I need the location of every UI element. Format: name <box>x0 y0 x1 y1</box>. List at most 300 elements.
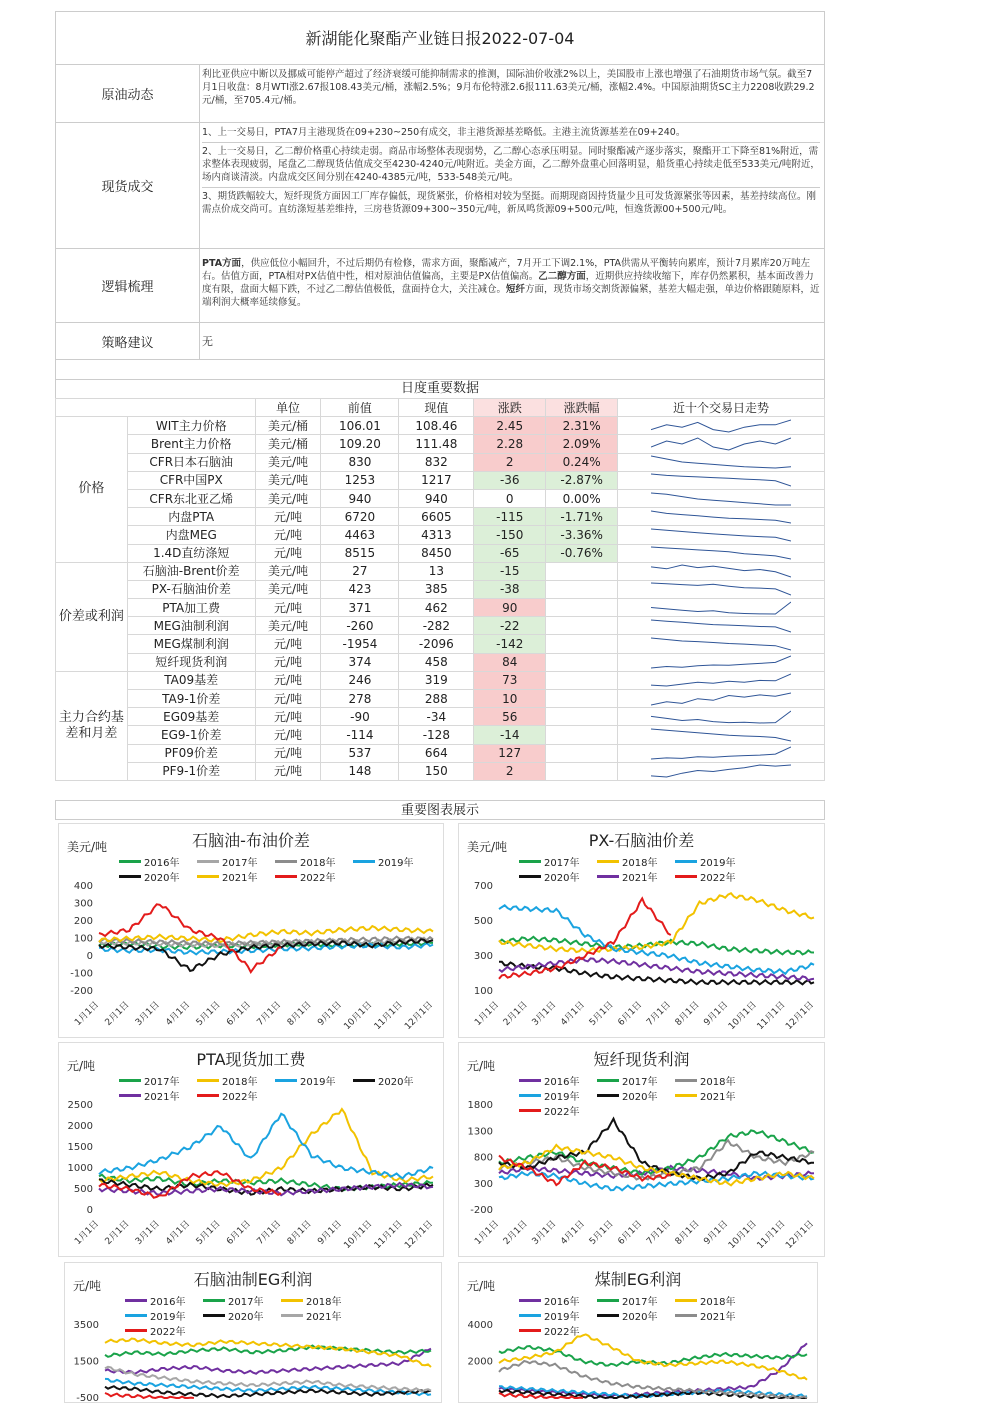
cell-chg: 2.28 <box>474 435 546 453</box>
y-tick-label: 300 <box>73 898 93 910</box>
cell-pct <box>546 635 618 653</box>
cell-unit: 美元/吨 <box>255 471 321 489</box>
legend-label: 2019年 <box>700 858 736 869</box>
table-row <box>56 762 825 780</box>
x-tick-label: 6月1日 <box>616 1000 645 1028</box>
header-cell: 单位 <box>255 399 321 417</box>
cell-cur: 940 <box>399 489 474 507</box>
cell-pct <box>546 744 618 762</box>
legend-label: 2017年 <box>622 1297 658 1308</box>
y-tick-label: 2000 <box>467 1356 493 1368</box>
cell-chg: 90 <box>474 599 546 617</box>
cell-item: CFR日本石脑油 <box>127 453 255 471</box>
x-tick-label: 11月1日 <box>755 1219 788 1252</box>
legend-label: 2018年 <box>700 1297 736 1308</box>
cell-cur: 1217 <box>399 471 474 489</box>
cell-pct: -3.36% <box>546 526 618 544</box>
x-tick-label: 4月1日 <box>164 1000 193 1028</box>
sparkline <box>651 764 791 778</box>
cell-unit: 元/吨 <box>255 653 321 671</box>
cell-item: PF09价差 <box>127 744 255 762</box>
cell-item: 内盘PTA <box>127 508 255 526</box>
legend-label: 2021年 <box>306 1312 342 1323</box>
sparkline <box>651 492 791 506</box>
chart-c1 <box>58 823 444 1038</box>
cell-item: PX-石脑油价差 <box>127 580 255 598</box>
cell-prev: -114 <box>321 726 399 744</box>
cell-unit: 美元/桶 <box>255 435 321 453</box>
legend-label: 2019年 <box>544 1312 580 1323</box>
legend-label: 2022年 <box>222 1092 258 1103</box>
cell-chg: -115 <box>474 508 546 526</box>
y-tick-label: -100 <box>70 968 93 980</box>
x-tick-label: 1月1日 <box>473 1219 502 1247</box>
section-label-strategy: 策略建议 <box>56 323 200 359</box>
y-tick-label: -200 <box>70 986 93 997</box>
cell-item: MEG油制利润 <box>127 617 255 635</box>
chart-c6 <box>458 1262 818 1403</box>
chart-plot <box>459 1263 819 1404</box>
legend-label: 2022年 <box>300 873 336 884</box>
y-tick-label: 1500 <box>67 1142 93 1153</box>
table-row <box>56 635 825 653</box>
sparkline <box>651 473 791 487</box>
cell-item: 短纤现货利润 <box>127 653 255 671</box>
cell-pct <box>546 599 618 617</box>
section-spot <box>55 123 825 249</box>
x-tick-label: 2月1日 <box>501 1219 530 1247</box>
cell-unit: 美元/吨 <box>255 617 321 635</box>
chart-c2 <box>458 823 825 1038</box>
sparkline-cell <box>618 762 825 780</box>
x-tick-label: 11月1日 <box>372 1000 405 1033</box>
cell-pct <box>546 617 618 635</box>
header-cell: 涨跌幅 <box>546 399 618 417</box>
sparkline <box>651 582 791 596</box>
cell-unit: 元/吨 <box>255 508 321 526</box>
cell-chg: -15 <box>474 562 546 580</box>
header-blank <box>56 399 256 417</box>
cell-pct <box>546 762 618 780</box>
cell-prev: -90 <box>321 708 399 726</box>
legend-label: 2020年 <box>622 1092 658 1103</box>
cell-pct <box>546 562 618 580</box>
legend-label: 2022年 <box>700 873 736 884</box>
cell-unit: 元/吨 <box>255 708 321 726</box>
y-tick-label: 0 <box>86 1205 93 1216</box>
x-tick-label: 2月1日 <box>103 1000 132 1028</box>
sparkline-cell <box>618 708 825 726</box>
spot-para-3: 3、期货跌幅较大，短纤现货方面因工厂库存偏低，现货紧张，价格相对较为坚挺。而期现商因持货量少且可发货源紧张等因素，基差持续高位。刚需点价成交尚可。直纺涤短基差维持，三房巷货源09+300~350元/吨，新凤鸣货源09+500元/吨，恒逸货源00+500元/吨。 <box>202 191 817 215</box>
table-row <box>56 508 825 526</box>
cell-unit: 元/吨 <box>255 762 321 780</box>
x-tick-label: 5月1日 <box>194 1000 223 1028</box>
cell-chg: 10 <box>474 690 546 708</box>
chart-unit: 元/吨 <box>67 1059 96 1073</box>
table-row <box>56 580 825 598</box>
chart-plot <box>59 824 445 1039</box>
cell-unit: 元/吨 <box>255 671 321 689</box>
chart-plot <box>459 824 826 1039</box>
cell-cur: 458 <box>399 653 474 671</box>
logic-text <box>202 257 820 309</box>
x-tick-label: 5月1日 <box>587 1219 616 1247</box>
cell-pct: -2.87% <box>546 471 618 489</box>
y-tick-label: 2500 <box>67 1100 93 1111</box>
x-tick-label: 4月1日 <box>559 1219 588 1247</box>
sparkline-cell <box>618 471 825 489</box>
logic-bold-meg: 乙二醇方面 <box>538 271 586 282</box>
cell-cur: -128 <box>399 726 474 744</box>
cell-chg: 2 <box>474 762 546 780</box>
cell-prev: 423 <box>321 580 399 598</box>
sparkline <box>651 437 791 451</box>
cell-cur: 108.46 <box>399 417 474 435</box>
cell-pct: 2.31% <box>546 417 618 435</box>
sparkline-cell <box>618 653 825 671</box>
chart-plot <box>459 1043 826 1258</box>
x-tick-label: 6月1日 <box>225 1219 253 1247</box>
x-tick-label: 9月1日 <box>702 1000 731 1028</box>
cell-unit: 元/吨 <box>255 690 321 708</box>
logic-bold-pta: PTA方面 <box>202 258 242 269</box>
cell-chg: 56 <box>474 708 546 726</box>
table-row <box>56 562 825 580</box>
x-tick-label: 6月1日 <box>616 1219 645 1247</box>
cell-item: 石脑油-Brent价差 <box>127 562 255 580</box>
x-tick-label: 5月1日 <box>194 1219 223 1247</box>
header-cell: 涨跌 <box>474 399 546 417</box>
cell-chg: -38 <box>474 580 546 598</box>
sparkline-cell <box>618 744 825 762</box>
x-tick-label: 3月1日 <box>530 1219 559 1247</box>
cell-unit: 元/吨 <box>255 544 321 562</box>
sparkline <box>651 746 791 760</box>
cell-item: MEG煤制利润 <box>127 635 255 653</box>
spot-para-2: 2、上一交易日，乙二醇价格重心持续走弱。商品市场整体表现弱势，乙二醇心态承压明显。同时聚酯减产逐步落实，聚酯开工下降至81%附近，需求整体表现疲弱，尾盘乙二醇现货估值成交至4230-4240元/吨附近。美金方面，乙二醇外盘重心回落明显，船货重心持续走低至533美元/吨附近，场内商谈清淡。内盘成交区间分别在4240-4385元/吨，533-548美元/吨。 <box>202 143 820 188</box>
sparkline <box>651 546 791 560</box>
cell-pct <box>546 580 618 598</box>
daily-title: 日度重要数据 <box>55 380 825 398</box>
logic-meg: ，近期供应持续收缩下，库存仍然累积，基本面改善力度有限，盘面大幅下跌，不过乙二醇估值极低，盘面持仓大，关注减仓。 <box>202 271 814 295</box>
crude-text: 利比亚供应中断以及挪威可能停产超过了经济衰缓可能抑制需求的推测，国际油价收涨2%以上，美国股市上涨也增强了石油期货市场气氛。截至7月1日收盘：8月WTI涨2.67报108.43美元/桶，涨幅2.5%；9月布伦特涨2.6报111.63美元/桶，涨幅2.4%。中国原油期货SC主力2208收跌29.2元/桶，至705.4元/桶。 <box>202 69 815 106</box>
cell-cur: 319 <box>399 671 474 689</box>
cell-prev: -1954 <box>321 635 399 653</box>
y-tick-label: 0 <box>86 951 93 962</box>
x-tick-label: 4月1日 <box>559 1000 588 1028</box>
table-row <box>56 726 825 744</box>
x-tick-label: 9月1日 <box>316 1219 345 1247</box>
cell-prev: 27 <box>321 562 399 580</box>
cell-cur: 13 <box>399 562 474 580</box>
x-tick-label: 8月1日 <box>285 1219 314 1247</box>
table-row <box>56 708 825 726</box>
sparkline-cell <box>618 453 825 471</box>
x-tick-label: 7月1日 <box>645 1000 673 1028</box>
cell-item: CFR中国PX <box>127 471 255 489</box>
cell-prev: 4463 <box>321 526 399 544</box>
logic-psf: 方面，现货市场交割货源偏紧，基差大幅走强，单边价格跟随原料，近端利润大概率延续修复。 <box>202 284 820 308</box>
x-tick-label: 1月1日 <box>73 1000 102 1028</box>
sparkline-cell <box>618 690 825 708</box>
legend-label: 2017年 <box>622 1077 658 1088</box>
cell-chg: -22 <box>474 617 546 635</box>
section-label-spot: 现货成交 <box>56 123 200 248</box>
x-tick-label: 11月1日 <box>755 1000 788 1033</box>
cell-prev: 278 <box>321 690 399 708</box>
y-tick-label: -500 <box>76 1393 99 1404</box>
cell-item: Brent主力价格 <box>127 435 255 453</box>
table-row <box>56 471 825 489</box>
x-tick-label: 7月1日 <box>645 1219 673 1247</box>
cell-chg: 127 <box>474 744 546 762</box>
x-tick-label: 10月1日 <box>342 1219 375 1252</box>
x-tick-label: 10月1日 <box>342 1000 375 1033</box>
cell-cur: -34 <box>399 708 474 726</box>
cell-item: EG09基差 <box>127 708 255 726</box>
group-label: 价格 <box>56 417 128 563</box>
cell-pct: 0.00% <box>546 489 618 507</box>
x-tick-label: 3月1日 <box>530 1000 559 1028</box>
cell-chg: -150 <box>474 526 546 544</box>
sparkline-cell <box>618 435 825 453</box>
cell-item: 1.4D直纺涤短 <box>127 544 255 562</box>
section-strategy <box>55 323 825 360</box>
sparkline <box>651 655 791 669</box>
legend-label: 2022年 <box>544 1327 580 1338</box>
legend-label: 2019年 <box>378 858 414 869</box>
x-tick-label: 6月1日 <box>225 1000 253 1028</box>
table-row <box>56 526 825 544</box>
table-header-row <box>56 399 825 417</box>
cell-chg: -65 <box>474 544 546 562</box>
table-row <box>56 489 825 507</box>
legend-label: 2018年 <box>622 858 658 869</box>
x-tick-label: 12月1日 <box>784 1000 817 1033</box>
sparkline <box>651 455 791 469</box>
sparkline-cell <box>618 671 825 689</box>
x-tick-label: 3月1日 <box>133 1000 162 1028</box>
cell-prev: -260 <box>321 617 399 635</box>
y-tick-label: 1300 <box>467 1126 493 1138</box>
table-row <box>56 417 825 435</box>
table-row <box>56 744 825 762</box>
legend-label: 2018年 <box>300 858 336 869</box>
y-tick-label: 1800 <box>467 1100 493 1111</box>
cell-prev: 109.20 <box>321 435 399 453</box>
report-title: 新湖能化聚酯产业链日报2022-07-04 <box>55 11 825 65</box>
x-tick-label: 8月1日 <box>285 1000 314 1028</box>
sparkline <box>651 710 791 724</box>
legend-label: 2022年 <box>150 1327 186 1338</box>
sparkline-cell <box>618 508 825 526</box>
y-tick-label: 100 <box>473 986 493 997</box>
cell-item: CFR东北亚乙烯 <box>127 489 255 507</box>
sparkline-cell <box>618 489 825 507</box>
sparkline <box>651 692 791 706</box>
cell-prev: 106.01 <box>321 417 399 435</box>
x-tick-label: 1月1日 <box>73 1219 102 1247</box>
cell-cur: 832 <box>399 453 474 471</box>
chart-unit: 美元/吨 <box>467 840 508 854</box>
chart-title: 石脑油-布油价差 <box>192 831 310 850</box>
cell-cur: -282 <box>399 617 474 635</box>
series-line <box>105 1346 431 1357</box>
x-tick-label: 4月1日 <box>164 1219 193 1247</box>
table-row <box>56 690 825 708</box>
chart-title: 短纤现货利润 <box>593 1050 690 1069</box>
cell-unit: 美元/吨 <box>255 562 321 580</box>
cell-pct <box>546 671 618 689</box>
series-line <box>499 893 814 953</box>
cell-prev: 246 <box>321 671 399 689</box>
cell-prev: 537 <box>321 744 399 762</box>
cell-prev: 8515 <box>321 544 399 562</box>
cell-cur: 111.48 <box>399 435 474 453</box>
cell-cur: 462 <box>399 599 474 617</box>
cell-cur: 664 <box>399 744 474 762</box>
x-tick-label: 11月1日 <box>372 1219 405 1252</box>
cell-unit: 元/吨 <box>255 726 321 744</box>
cell-item: TA9-1价差 <box>127 690 255 708</box>
daily-table <box>55 398 825 781</box>
legend-label: 2017年 <box>544 858 580 869</box>
legend-label: 2022年 <box>544 1107 580 1118</box>
cell-unit: 元/吨 <box>255 635 321 653</box>
cell-prev: 371 <box>321 599 399 617</box>
section-logic <box>55 249 825 323</box>
charts-title: 重要图表展示 <box>55 800 825 820</box>
legend-label: 2021年 <box>622 873 658 884</box>
cell-chg: 2 <box>474 453 546 471</box>
table-row <box>56 671 825 689</box>
cell-chg: -36 <box>474 471 546 489</box>
legend-label: 2020年 <box>144 873 180 884</box>
legend-label: 2020年 <box>544 873 580 884</box>
chart-title: 煤制EG利润 <box>594 1270 682 1289</box>
cell-cur: 288 <box>399 690 474 708</box>
legend-label: 2021年 <box>144 1092 180 1103</box>
table-row <box>56 599 825 617</box>
series-line <box>99 1114 433 1179</box>
x-tick-label: 9月1日 <box>316 1000 345 1028</box>
sparkline <box>651 619 791 633</box>
x-tick-label: 12月1日 <box>403 1000 436 1033</box>
legend-label: 2018年 <box>222 1077 258 1088</box>
strategy-text: 无 <box>202 335 213 348</box>
chart-unit: 元/吨 <box>467 1059 496 1073</box>
cell-item: WIT主力价格 <box>127 417 255 435</box>
sparkline-cell <box>618 417 825 435</box>
cell-pct <box>546 690 618 708</box>
cell-cur: 8450 <box>399 544 474 562</box>
legend-label: 2021年 <box>700 1312 736 1323</box>
legend-label: 2016年 <box>144 858 180 869</box>
sparkline-cell <box>618 562 825 580</box>
legend-label: 2021年 <box>700 1092 736 1103</box>
cell-pct: -1.71% <box>546 508 618 526</box>
legend-label: 2018年 <box>700 1077 736 1088</box>
cell-pct <box>546 726 618 744</box>
cell-unit: 美元/吨 <box>255 489 321 507</box>
x-tick-label: 12月1日 <box>784 1219 817 1252</box>
sparkline <box>651 528 791 542</box>
y-tick-label: 500 <box>73 1184 93 1195</box>
logic-pta: ，供应低位小幅回升，不过后期仍有检修，需求方面，聚酯减产，7月开工下调2.1%，PTA供需从平衡转向累库，预计7月累库20万吨左右。估值方面，PTA相对PX估值中性，相对原油估值偏高，主要是PX估值偏高。 <box>202 258 811 282</box>
y-tick-label: 800 <box>473 1152 493 1164</box>
legend-label: 2019年 <box>300 1077 336 1088</box>
cell-item: PF9-1价差 <box>127 762 255 780</box>
sparkline <box>651 637 791 651</box>
table-row <box>56 617 825 635</box>
y-tick-label: -200 <box>470 1205 493 1216</box>
chart-c4 <box>458 1042 825 1257</box>
legend-label: 2020年 <box>378 1077 414 1088</box>
table-row <box>56 653 825 671</box>
legend-label: 2017年 <box>144 1077 180 1088</box>
cell-chg: -142 <box>474 635 546 653</box>
sparkline-cell <box>618 617 825 635</box>
x-tick-label: 5月1日 <box>587 1000 616 1028</box>
x-tick-label: 2月1日 <box>501 1000 530 1028</box>
cell-pct <box>546 708 618 726</box>
y-tick-label: 3500 <box>73 1320 99 1331</box>
cell-item: EG9-1价差 <box>127 726 255 744</box>
cell-prev: 940 <box>321 489 399 507</box>
section-crude <box>55 65 825 123</box>
x-tick-label: 10月1日 <box>726 1000 759 1033</box>
table-row <box>56 435 825 453</box>
legend-label: 2016年 <box>544 1297 580 1308</box>
chart-unit: 美元/吨 <box>67 840 108 854</box>
cell-chg: 73 <box>474 671 546 689</box>
cell-unit: 美元/吨 <box>255 580 321 598</box>
sparkline <box>651 510 791 524</box>
legend-label: 2019年 <box>544 1092 580 1103</box>
chart-title: PTA现货加工费 <box>196 1050 306 1069</box>
cell-prev: 1253 <box>321 471 399 489</box>
legend-label: 2020年 <box>622 1312 658 1323</box>
cell-item: PTA加工费 <box>127 599 255 617</box>
y-tick-label: 300 <box>473 951 493 962</box>
sparkline <box>651 419 791 433</box>
cell-unit: 元/吨 <box>255 599 321 617</box>
x-tick-label: 1月1日 <box>473 1000 502 1028</box>
y-tick-label: 1500 <box>73 1356 99 1368</box>
sparkline-cell <box>618 580 825 598</box>
spot-text <box>202 124 820 219</box>
sparkline-cell <box>618 635 825 653</box>
x-tick-label: 7月1日 <box>255 1000 284 1028</box>
x-tick-label: 10月1日 <box>726 1219 759 1252</box>
legend-label: 2018年 <box>306 1297 342 1308</box>
chart-c3 <box>58 1042 444 1257</box>
cell-chg: 84 <box>474 653 546 671</box>
sparkline-cell <box>618 526 825 544</box>
sparkline <box>651 728 791 742</box>
y-tick-label: 200 <box>73 916 93 927</box>
cell-chg: 0 <box>474 489 546 507</box>
y-tick-label: 400 <box>73 881 93 892</box>
table-row <box>56 453 825 471</box>
sparkline-cell <box>618 726 825 744</box>
x-tick-label: 8月1日 <box>673 1000 702 1028</box>
cell-pct: -0.76% <box>546 544 618 562</box>
cell-cur: 4313 <box>399 526 474 544</box>
y-tick-label: 4000 <box>467 1320 493 1331</box>
chart-c5 <box>64 1262 442 1403</box>
legend-label: 2016年 <box>544 1077 580 1088</box>
